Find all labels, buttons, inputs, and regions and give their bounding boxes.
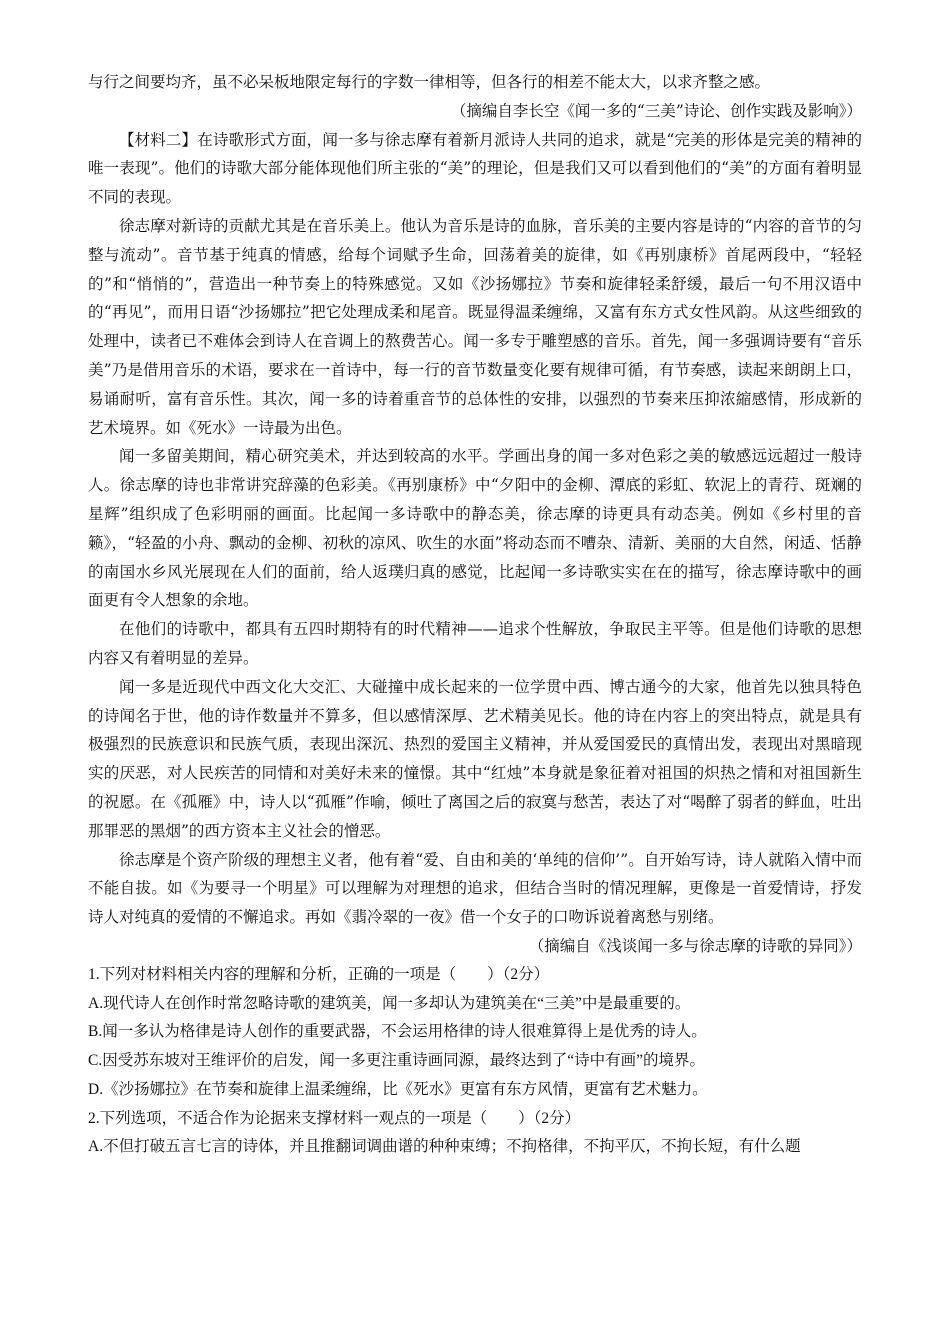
material2-paragraph-5: 闻一多是近现代中西文化大交汇、大碰撞中成长起来的一位学贯中西、博古通今的大家，他首先以独具特色的诗闻名于世，他的诗作数量并不算多，但以感情深厚、艺术精美见长。他的诗在内容上的突出特点，就是具有极强烈的民族意识和民族气质，表现出深沉、热烈的爱国主义精神，并从爱国爱民的真情出发，表现出对黑暗现实的厌恶，对人民疾苦的同情和对美好未来的憧憬。其中“红烛”本身就是象征着对祖国的炽热之情和对祖国新生的祝愿。在《孤雁》中，诗人以“孤雁”作喻，倾吐了离国之后的寂寞与愁苦，表达了对“喝醉了弱者的鲜血，吐出那罪恶的黑烟”的西方资本主义社会的憎恶。	[88, 677, 862, 840]
question-1-option-d: D.《沙扬娜拉》在节奏和旋律上温柔缠绵，比《死水》更富有东方风情，更富有艺术魅力。	[88, 1080, 708, 1098]
question-2-option-a: A.不但打破五言七言的诗体，并且推翻词调曲谱的种种束缚；不拘格律，不拘平仄，不拘长短，有什么题	[88, 1138, 801, 1156]
source-citation-1: （摘编自李长空《闻一多的“三美”诗论、创作实践及影响》）	[450, 101, 862, 120]
material2-paragraph-2: 徐志摩对新诗的贡献尤其是在音乐美上。他认为音乐是诗的血脉，音乐美的主要内容是诗的“内容的音节的匀整与流动”。音节基于纯真的情感，给每个词赋予生命，回荡着美的旋律，如《再别康桥》首尾两段中，“轻轻的”和“悄悄的”，营造出一种节奏上的特殊感觉。又如《沙扬娜拉》节奏和旋律轻柔舒缓，最后一句不用汉语中的“再见”，而用日语“沙扬娜拉”把它处理成柔和尾音。既显得温柔缠绵，又富有东方式女性风韵。从这些细致的处理中，读者已不难体会到诗人在音调上的熬费苦心。闻一多专于雕塑感的音乐。首先，闻一多强调诗要有“音乐美”乃是借用音乐的术语，要求在一首诗中，每一行的音节数量变化要有规律可循，有节奏感，读起来朗朗上口，易诵耐听，富有音乐性。其次，闻一多的诗着重音节的总体性的安排，以强烈的节奏来压抑浓縮感情，形成新的艺术境界。如《死水》一诗最为出色。	[88, 216, 862, 437]
material2-paragraph-4: 在他们的诗歌中，都具有五四时期特有的时代精神——追求个性解放，争取民主平等。但是他们诗歌的思想内容又有着明显的差异。	[88, 620, 862, 667]
material2-heading: 【材料二】	[119, 130, 198, 149]
material2-paragraph-6: 徐志摩是个资产阶级的理想主义者，他有着“爱、自由和美的‘单纯的信仰’”。自开始写诗，诗人就陷入情中而不能自拔。如《为要寻一个明星》可以理解为对理想的追求，但结合当时的情况理解，更像是一首爱情诗，抒发诗人对纯真的爱情的不懈追求。再如《翡冷翠的一夜》借一个女子的口吻诉说着离愁与别绪。	[88, 850, 862, 927]
question-1-stem: 1.下列对材料相关内容的理解和分析，正确的一项是（ ）（2分）	[88, 965, 550, 983]
question-1-option-a: A.现代诗人在创作时常忽略诗歌的建筑美，闻一多却认为建筑美在“三美”中是最重要的。	[88, 994, 691, 1012]
carryover-paragraph: 与行之间要均齐，虽不必呆板地限定每行的字数一律相等，但各行的相差不能太大，以求齐整之感。	[88, 73, 771, 91]
question-2-stem: 2.下列选项，不适合作为论据来支撑材料一观点的一项是（ ）（2分）	[88, 1109, 581, 1127]
source-citation-2: （摘编自《浅谈闻一多与徐志摩的诗歌的异同》）	[528, 936, 862, 955]
question-1-option-c: C.因受苏东坡对王维评价的启发，闻一多更注重诗画同源，最终达到了“诗中有画”的境界。	[88, 1052, 705, 1070]
material2-paragraph-3: 闻一多留美期间，精心研究美术，并达到较高的水平。学画出身的闻一多对色彩之美的敏感远远超过一般诗人。徐志摩的诗也非常讲究辞藻的色彩美。《再别康桥》中“夕阳中的金柳、潭底的彩虹、软泥上的青荇、斑斓的星辉”组织成了色彩明丽的画面。比起闻一多诗歌中的静态美，徐志摩的诗更具有动态美。例如《乡村里的音籁》，“轻盈的小舟、飘动的金柳、初秋的凉风、吹生的水面”将动态而不嘈杂、清新、美丽的大自然，闲适、恬静的南国水乡风光展现在人们的面前，给人返璞归真的感觉，比起闻一多诗歌实实在在的描写，徐志摩诗歌中的画面更有令人想象的余地。	[88, 447, 862, 610]
question-1-option-b: B.闻一多认为格律是诗人创作的重要武器，不会运用格律的诗人很难算得上是优秀的诗人。	[88, 1023, 707, 1041]
material2-paragraph-1: 在诗歌形式方面，闻一多与徐志摩有着新月派诗人共同的追求，就是“完美的形体是完美的精神的唯一表现”。他们的诗歌大部分能体现他们所主张的“美”的理论，但是我们又可以看到他们的“美”的方面有着明显不同的表现。	[88, 130, 862, 207]
material2-intro-paragraph	[88, 126, 862, 212]
document-body	[88, 68, 862, 1162]
